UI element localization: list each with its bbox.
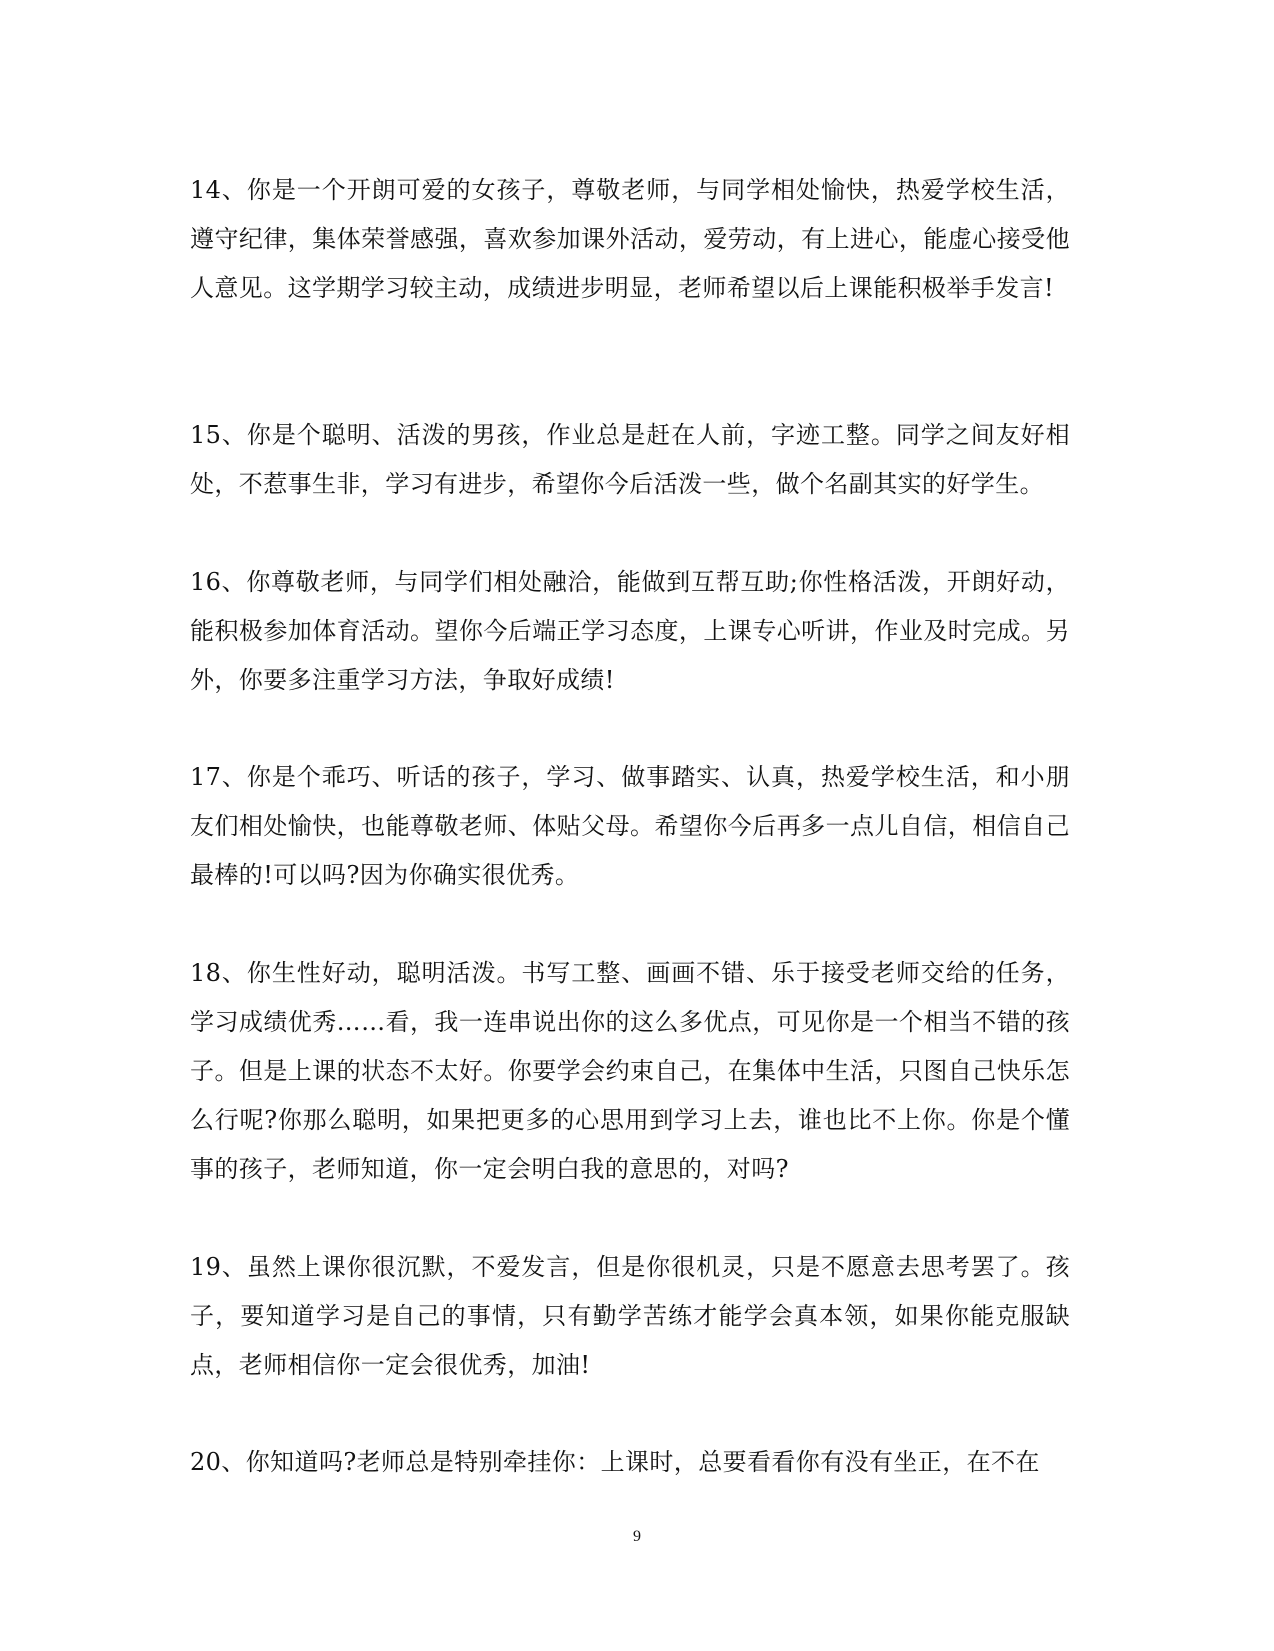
paragraph-19: 19、虽然上课你很沉默，不爱发言，但是你很机灵，只是不愿意去思考罢了。孩子，要知道学习是自己的事情，只有勤学苦练才能学会真本领，如果你能克服缺点，老师相信你一定会很优秀，加油! [190,1253,1070,1379]
paragraph-17: 17、你是个乖巧、听话的孩子，学习、做事踏实、认真，热爱学校生活，和小朋友们相处愉快，也能尊敬老师、体贴父母。希望你今后再多一点儿自信，相信自己最棒的!可以吗?因为你确实很优秀。 [190,763,1070,889]
paragraph-18: 18、你生性好动，聪明活泼。书写工整、画画不错、乐于接受老师交给的任务，学习成绩优秀……看，我一连串说出你的这么多优点，可见你是一个相当不错的孩子。但是上课的状态不太好。你要学会约束自己，在集体中生活，只图自己快乐怎么行呢?你那么聪明，如果把更多的心思用到学习上去，谁也比不上你。你是个懂事的孩子，老师知道，你一定会明白我的意思的，对吗? [190,959,1070,1183]
paragraph-14: 14、你是一个开朗可爱的女孩子，尊敬老师，与同学相处愉快，热爱学校生活，遵守纪律，集体荣誉感强，喜欢参加课外活动，爱劳动，有上进心，能虚心接受他人意见。这学期学习较主动，成绩进步明显，老师希望以后上课能积极举手发言! [190,176,1070,302]
paragraph-16: 16、你尊敬老师，与同学们相处融洽，能做到互帮互助;你性格活泼，开朗好动，能积极参加体育活动。望你今后端正学习态度，上课专心听讲，作业及时完成。另外，你要多注重学习方法，争取好成绩! [190,568,1070,694]
paragraph-15: 15、你是个聪明、活泼的男孩，作业总是赶在人前，字迹工整。同学之间友好相处，不惹事生非，学习有进步，希望你今后活泼一些，做个名副其实的好学生。 [190,421,1070,498]
page-number: 9 [633,1528,641,1545]
paragraph-20: 20、你知道吗?老师总是特别牵挂你：上课时，总要看看你有没有坐正，在不在 [190,1448,1040,1476]
